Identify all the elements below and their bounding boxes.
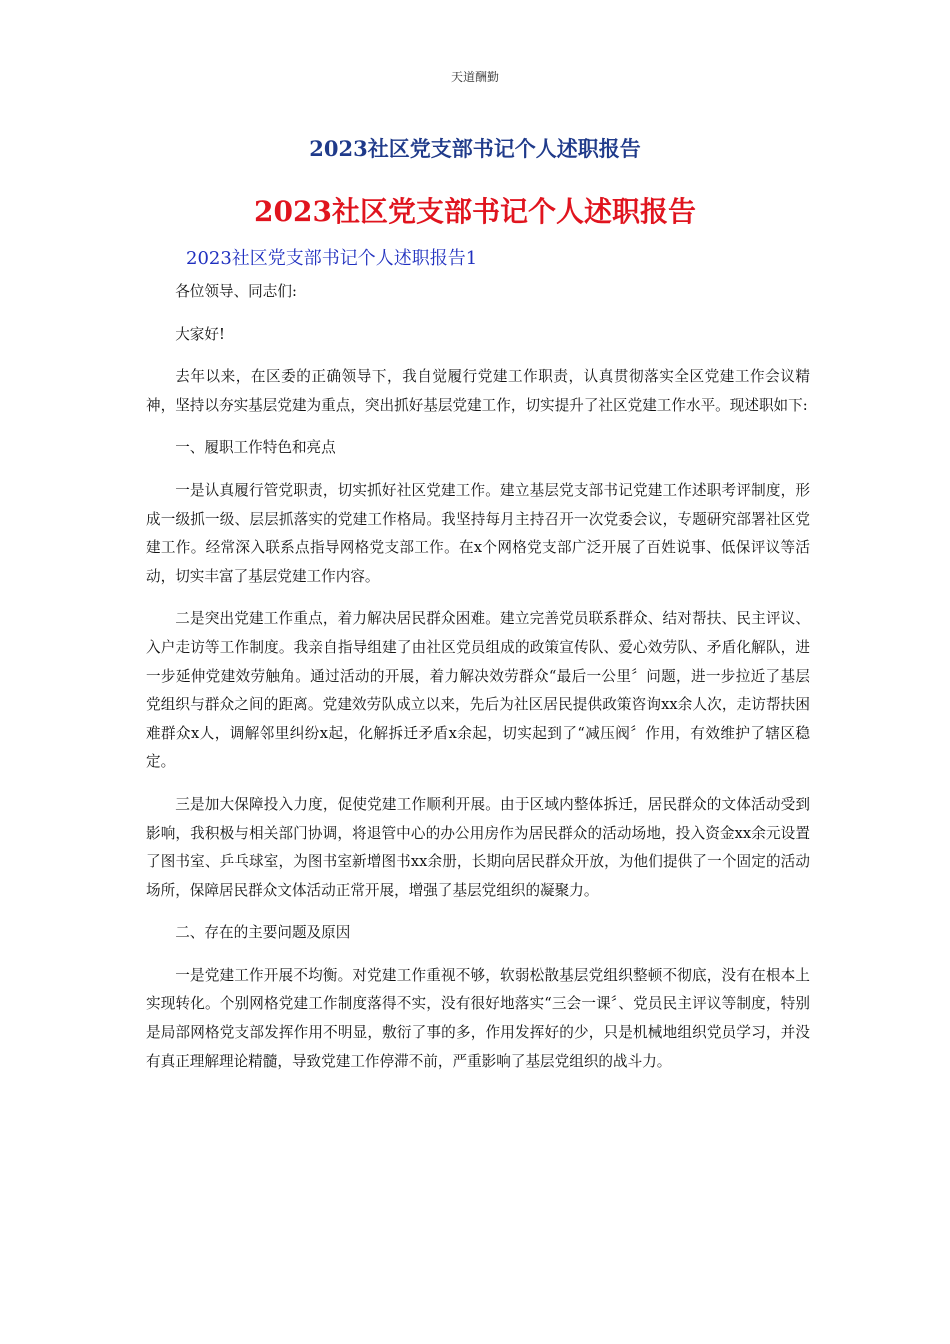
body-paragraph: 二是突出党建工作重点，着力解决居民群众困难。建立完善党员联系群众、结对帮扶、民主评议、入户走访等工作制度。我亲自指导组建了由社区党员组成的政策宣传队、爱心效劳队、矛盾化解队，进一步延伸党建效劳触角。通过活动的开展，着力解决效劳群众“最后一公里〞问题，进一步拉近了基层党组织与群众之间的距离。党建效劳队成立以来，先后为社区居民提供政策咨询xx余人次，走访帮扶困难群众x人，调解邻里纠纷x起，化解拆迁矛盾x余起，切实起到了“减压阀〞作用，有效维护了辖区稳定。 bbox=[146, 610, 810, 771]
document-body bbox=[146, 278, 810, 1090]
section-title: 2023社区党支部书记个人述职报告1 bbox=[186, 248, 478, 269]
body-paragraph: 一是认真履行管党职责，切实抓好社区党建工作。建立基层党支部书记党建工作述职考评制度，形成一级抓一级、层层抓落实的党建工作格局。我坚持每月主持召开一次党委会议，专题研究部署社区党建工作。经常深入联系点指导网格党支部工作。在x个网格党支部广泛开展了百姓说事、低保评议等活动，切实丰富了基层党建工作内容。 bbox=[146, 481, 810, 585]
body-paragraph: 去年以来，在区委的正确领导下，我自觉履行党建工作职责，认真贯彻落实全区党建工作会议精神，坚持以夯实基层党建为重点，突出抓好基层党建工作，切实提升了社区党建工作水平。现述职如下: bbox=[146, 368, 810, 414]
body-paragraph: 三是加大保障投入力度，促使党建工作顺利开展。由于区域内整体拆迁，居民群众的文体活动受到影响，我积极与相关部门协调，将退管中心的办公用房作为居民群众的活动场地，投入资金xx余元设置了图书室、乒乓球室，为图书室新增图书xx余册，长期向居民群众开放，为他们提供了一个固定的活动场所，保障居民群众文体活动正常开展，增强了基层党组织的凝聚力。 bbox=[146, 795, 810, 899]
section-heading: 二、存在的主要问题及原因 bbox=[175, 924, 351, 942]
greeting: 大家好! bbox=[175, 325, 225, 343]
body-paragraph: 一是党建工作开展不均衡。对党建工作重视不够，软弱松散基层党组织整顿不彻底，没有在根本上实现转化。个别网格党建工作制度落得不实，没有很好地落实“三会一课〞、党员民主评议等制度，特别是局部网格党支部发挥作用不明显，敷衍了事的多，作用发挥好的少，只是机械地组织党员学习，并没有真正理解理论精髓，导致党建工作停滞不前，严重影响了基层党组织的战斗力。 bbox=[146, 966, 810, 1070]
section-heading: 一、履职工作特色和亮点 bbox=[175, 439, 336, 457]
highlight-title: 2023社区党支部书记个人述职报告 bbox=[254, 195, 696, 228]
page-header: 天道酬勤 bbox=[450, 70, 499, 84]
document-title: 2023社区党支部书记个人述职报告 bbox=[309, 136, 641, 161]
salutation: 各位领导、同志们: bbox=[175, 283, 297, 300]
